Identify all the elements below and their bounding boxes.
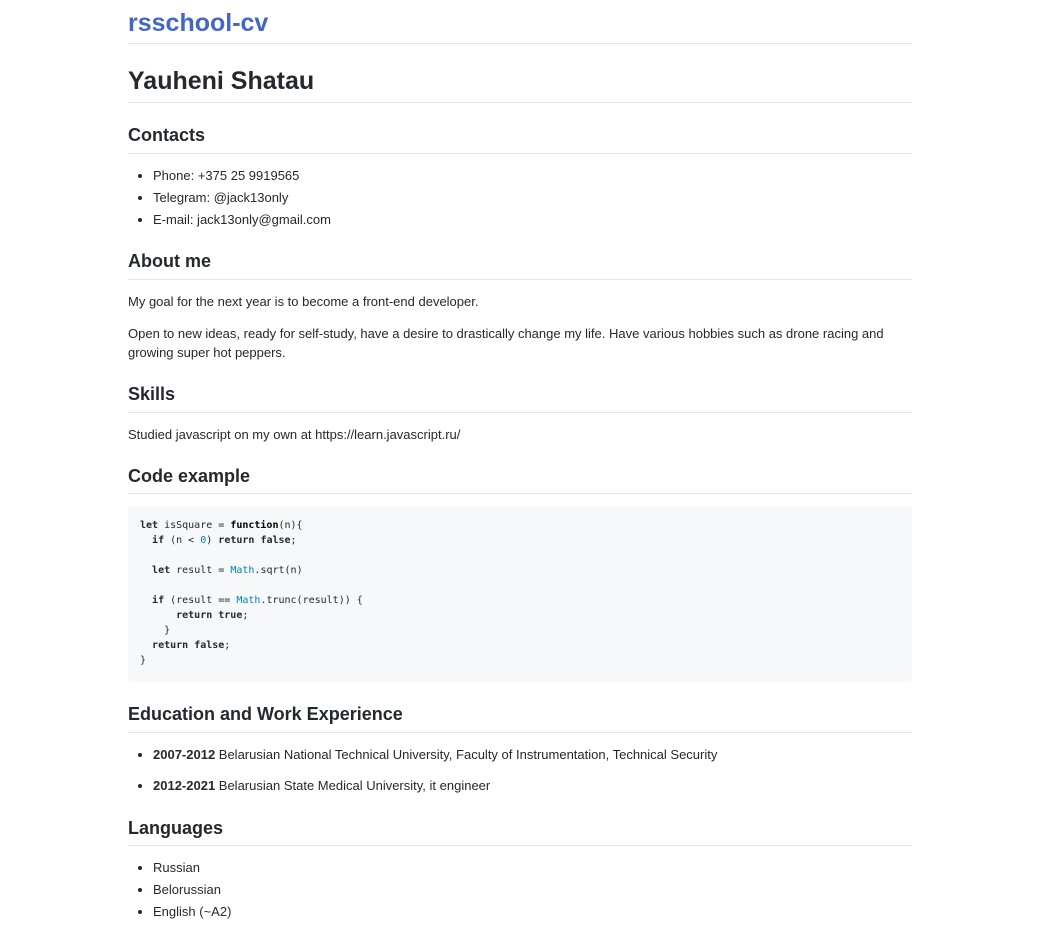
education-years: 2012-2021 xyxy=(153,778,216,793)
contact-telegram: • Telegram: @jack13only xyxy=(153,188,937,210)
skills-heading: Skills xyxy=(128,383,912,413)
contacts-list xyxy=(128,166,937,232)
about-description-text: Open to new ideas, ready for self-study, have a desire to drastically change my life. Have various hobbies such as drone racing and growing super hot peppers. xyxy=(128,326,884,360)
education-description: Belarusian State Medical University, it engineer xyxy=(215,778,491,793)
code-block: let isSquare = function(n){ if (n < 0) return false; let result = Math.sqrt(n) if (result == Math.trunc(result)) { return true; } return false; } xyxy=(128,506,912,682)
page-title: Yauheni Shatau xyxy=(128,44,912,103)
education-list xyxy=(128,745,937,807)
education-item xyxy=(153,745,937,776)
languages-list xyxy=(128,858,937,924)
education-heading: Education and Work Experience xyxy=(128,703,912,733)
language-item-english: • English (~A2) xyxy=(153,902,937,924)
skills-text: Studied javascript on my own at https://learn.javascript.ru/ xyxy=(128,427,461,442)
education-years: 2007-2012 xyxy=(153,747,216,762)
language-item-belorussian: • Belorussian xyxy=(153,880,937,902)
contact-phone: • Phone: +375 25 9919565 xyxy=(153,166,937,188)
education-description: Belarusian National Technical University, Faculty of Instrumentation, Technical Security xyxy=(215,747,718,762)
page-content xyxy=(128,0,912,919)
contacts-heading: Contacts xyxy=(128,124,912,154)
language-item-russian: • Russian xyxy=(153,858,937,880)
contact-email: • E-mail: jack13only@gmail.com xyxy=(153,210,937,232)
code-example-heading: Code example xyxy=(128,465,912,494)
education-item xyxy=(153,776,937,807)
languages-heading: Languages xyxy=(128,817,912,846)
about-goal-text: My goal for the next year is to become a front-end developer. xyxy=(128,294,479,309)
site-title-link[interactable]: rsschool-cv xyxy=(128,0,912,44)
about-heading: About me xyxy=(128,250,912,280)
